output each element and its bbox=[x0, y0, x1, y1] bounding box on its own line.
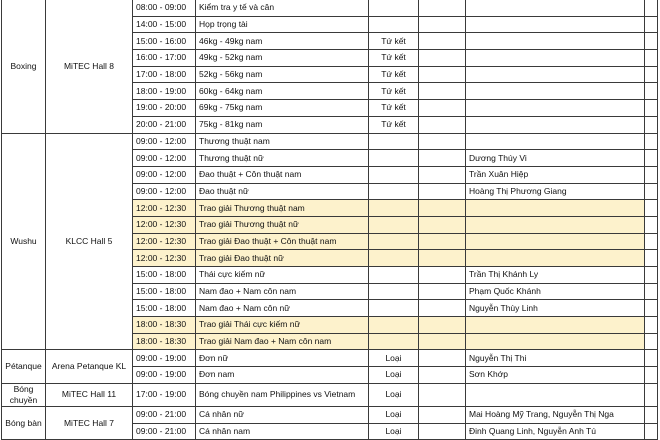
table-row bbox=[2, 0, 658, 16]
table-row bbox=[2, 133, 658, 150]
event-cell: Đao thuật nữ bbox=[196, 183, 369, 200]
venue-cell: KLCC Hall 5 bbox=[46, 133, 133, 350]
time-cell: 18:00 - 18:30 bbox=[133, 317, 196, 334]
event-cell: 75kg - 81kg nam bbox=[196, 116, 369, 133]
blank-cell bbox=[419, 100, 466, 117]
event-cell: Trao giải Thương thuật nữ bbox=[196, 216, 369, 233]
time-cell: 20:00 - 21:00 bbox=[133, 116, 196, 133]
athlete-cell bbox=[466, 33, 645, 50]
extra-cell bbox=[645, 406, 658, 423]
extra-cell bbox=[645, 317, 658, 334]
venue-cell: MiTEC Hall 8 bbox=[46, 0, 133, 133]
athlete-cell: Mai Hoàng Mỹ Trang, Nguyễn Thị Nga bbox=[466, 406, 645, 423]
extra-cell bbox=[645, 216, 658, 233]
time-cell: 19:00 - 20:00 bbox=[133, 100, 196, 117]
round-cell bbox=[369, 200, 419, 217]
event-cell: Kiểm tra y tế và cân bbox=[196, 0, 369, 16]
extra-cell bbox=[645, 233, 658, 250]
sport-cell: Pétanque bbox=[2, 350, 46, 383]
sport-cell: Boxing bbox=[2, 0, 46, 133]
round-cell: Loại bbox=[369, 406, 419, 423]
extra-cell bbox=[645, 100, 658, 117]
sport-label-line2: chuyền bbox=[9, 394, 38, 405]
extra-cell bbox=[645, 183, 658, 200]
athlete-cell bbox=[466, 383, 645, 406]
time-cell: 15:00 - 18:00 bbox=[133, 267, 196, 284]
round-cell bbox=[369, 133, 419, 150]
athlete-cell bbox=[466, 66, 645, 83]
venue-cell: Arena Petanque KL bbox=[46, 350, 133, 383]
event-cell: Nam đao + Nam côn nam bbox=[196, 283, 369, 300]
round-cell: Loại bbox=[369, 383, 419, 406]
time-cell: 09:00 - 19:00 bbox=[133, 350, 196, 367]
time-cell: 08:00 - 09:00 bbox=[133, 0, 196, 16]
time-cell: 15:00 - 18:00 bbox=[133, 283, 196, 300]
event-cell: 60kg - 64kg nam bbox=[196, 83, 369, 100]
blank-cell bbox=[419, 367, 466, 384]
time-cell: 18:00 - 18:30 bbox=[133, 333, 196, 350]
blank-cell bbox=[419, 0, 466, 16]
athlete-cell: Phạm Quốc Khánh bbox=[466, 283, 645, 300]
round-cell bbox=[369, 300, 419, 317]
blank-cell bbox=[419, 133, 466, 150]
round-cell bbox=[369, 283, 419, 300]
blank-cell bbox=[419, 317, 466, 334]
extra-cell bbox=[645, 83, 658, 100]
blank-cell bbox=[419, 83, 466, 100]
event-cell: Trao giải Thái cực kiếm nữ bbox=[196, 317, 369, 334]
extra-cell bbox=[645, 200, 658, 217]
athlete-cell bbox=[466, 100, 645, 117]
athlete-cell bbox=[466, 250, 645, 267]
event-cell: Cá nhân nữ bbox=[196, 406, 369, 423]
event-cell: Trao giải Nam đao + Nam côn nam bbox=[196, 333, 369, 350]
event-cell: Trao giải Đao thuật + Côn thuật nam bbox=[196, 233, 369, 250]
athlete-cell bbox=[466, 233, 645, 250]
event-cell: 49kg - 52kg nam bbox=[196, 50, 369, 67]
athlete-cell: Nguyễn Thị Thi bbox=[466, 350, 645, 367]
sport-cell bbox=[2, 383, 46, 406]
extra-cell bbox=[645, 166, 658, 183]
event-cell: Họp trọng tài bbox=[196, 16, 369, 33]
event-cell: 46kg - 49kg nam bbox=[196, 33, 369, 50]
event-cell: Thái cực kiếm nữ bbox=[196, 267, 369, 284]
extra-cell bbox=[645, 383, 658, 406]
round-cell bbox=[369, 216, 419, 233]
event-cell: Trao giải Thương thuật nam bbox=[196, 200, 369, 217]
round-cell: Loại bbox=[369, 423, 419, 440]
round-cell bbox=[369, 250, 419, 267]
blank-cell bbox=[419, 333, 466, 350]
time-cell: 09:00 - 12:00 bbox=[133, 166, 196, 183]
extra-cell bbox=[645, 50, 658, 67]
athlete-cell bbox=[466, 133, 645, 150]
athlete-cell bbox=[466, 116, 645, 133]
round-cell bbox=[369, 183, 419, 200]
round-cell bbox=[369, 233, 419, 250]
round-cell: Loại bbox=[369, 367, 419, 384]
event-cell: 69kg - 75kg nam bbox=[196, 100, 369, 117]
extra-cell bbox=[645, 16, 658, 33]
blank-cell bbox=[419, 350, 466, 367]
blank-cell bbox=[419, 183, 466, 200]
table-row bbox=[2, 406, 658, 423]
round-cell bbox=[369, 267, 419, 284]
blank-cell bbox=[419, 283, 466, 300]
blank-cell bbox=[419, 267, 466, 284]
blank-cell bbox=[419, 200, 466, 217]
round-cell bbox=[369, 166, 419, 183]
round-cell: Tứ kết bbox=[369, 83, 419, 100]
time-cell: 09:00 - 19:00 bbox=[133, 367, 196, 384]
athlete-cell: Trần Thị Khánh Ly bbox=[466, 267, 645, 284]
time-cell: 17:00 - 18:00 bbox=[133, 66, 196, 83]
athlete-cell bbox=[466, 0, 645, 16]
extra-cell bbox=[645, 150, 658, 167]
round-cell bbox=[369, 16, 419, 33]
time-cell: 09:00 - 12:00 bbox=[133, 133, 196, 150]
extra-cell bbox=[645, 116, 658, 133]
time-cell: 09:00 - 21:00 bbox=[133, 423, 196, 440]
athlete-cell: Nguyễn Thùy Linh bbox=[466, 300, 645, 317]
table-row bbox=[2, 383, 658, 406]
round-cell: Tứ kết bbox=[369, 116, 419, 133]
sport-cell: Bóng bàn bbox=[2, 406, 46, 439]
extra-cell bbox=[645, 250, 658, 267]
time-cell: 14:00 - 15:00 bbox=[133, 16, 196, 33]
time-cell: 12:00 - 12:30 bbox=[133, 233, 196, 250]
time-cell: 18:00 - 19:00 bbox=[133, 83, 196, 100]
athlete-cell: Sơn Khớp bbox=[466, 367, 645, 384]
event-cell: Thương thuật nữ bbox=[196, 150, 369, 167]
athlete-cell: Dương Thúy Vi bbox=[466, 150, 645, 167]
table-row bbox=[2, 350, 658, 367]
event-cell: Nam đao + Nam côn nữ bbox=[196, 300, 369, 317]
venue-cell: MiTEC Hall 7 bbox=[46, 406, 133, 439]
time-cell: 15:00 - 16:00 bbox=[133, 33, 196, 50]
blank-cell bbox=[419, 423, 466, 440]
round-cell: Tứ kết bbox=[369, 33, 419, 50]
sport-cell: Wushu bbox=[2, 133, 46, 350]
time-cell: 09:00 - 12:00 bbox=[133, 183, 196, 200]
time-cell: 12:00 - 12:30 bbox=[133, 216, 196, 233]
schedule-table bbox=[1, 0, 658, 440]
round-cell: Tứ kết bbox=[369, 100, 419, 117]
time-cell: 17:00 - 19:00 bbox=[133, 383, 196, 406]
athlete-cell bbox=[466, 16, 645, 33]
event-cell: 52kg - 56kg nam bbox=[196, 66, 369, 83]
time-cell: 12:00 - 12:30 bbox=[133, 250, 196, 267]
round-cell: Tứ kết bbox=[369, 50, 419, 67]
blank-cell bbox=[419, 16, 466, 33]
blank-cell bbox=[419, 406, 466, 423]
extra-cell bbox=[645, 267, 658, 284]
round-cell bbox=[369, 333, 419, 350]
blank-cell bbox=[419, 150, 466, 167]
time-cell: 15:00 - 18:00 bbox=[133, 300, 196, 317]
athlete-cell bbox=[466, 317, 645, 334]
blank-cell bbox=[419, 250, 466, 267]
extra-cell bbox=[645, 33, 658, 50]
time-cell: 16:00 - 17:00 bbox=[133, 50, 196, 67]
blank-cell bbox=[419, 33, 466, 50]
blank-cell bbox=[419, 166, 466, 183]
extra-cell bbox=[645, 66, 658, 83]
event-cell: Đơn nam bbox=[196, 367, 369, 384]
extra-cell bbox=[645, 350, 658, 367]
blank-cell bbox=[419, 116, 466, 133]
extra-cell bbox=[645, 423, 658, 440]
blank-cell bbox=[419, 233, 466, 250]
extra-cell bbox=[645, 133, 658, 150]
athlete-cell bbox=[466, 216, 645, 233]
blank-cell bbox=[419, 300, 466, 317]
extra-cell bbox=[645, 0, 658, 16]
time-cell: 12:00 - 12:30 bbox=[133, 200, 196, 217]
blank-cell bbox=[419, 216, 466, 233]
round-cell: Loại bbox=[369, 350, 419, 367]
athlete-cell: Trần Xuân Hiệp bbox=[466, 166, 645, 183]
athlete-cell bbox=[466, 200, 645, 217]
event-cell: Trao giải Đao thuật nữ bbox=[196, 250, 369, 267]
blank-cell bbox=[419, 66, 466, 83]
round-cell: Tứ kết bbox=[369, 66, 419, 83]
extra-cell bbox=[645, 300, 658, 317]
sport-label-line1: Bóng bbox=[13, 383, 34, 394]
extra-cell bbox=[645, 333, 658, 350]
event-cell: Thương thuật nam bbox=[196, 133, 369, 150]
athlete-cell bbox=[466, 50, 645, 67]
athlete-cell: Hoàng Thị Phương Giang bbox=[466, 183, 645, 200]
extra-cell bbox=[645, 283, 658, 300]
event-cell: Bóng chuyền nam Philippines vs Vietnam bbox=[196, 383, 369, 406]
time-cell: 09:00 - 21:00 bbox=[133, 406, 196, 423]
event-cell: Cá nhân nam bbox=[196, 423, 369, 440]
extra-cell bbox=[645, 367, 658, 384]
round-cell bbox=[369, 317, 419, 334]
blank-cell bbox=[419, 383, 466, 406]
venue-cell: MiTEC Hall 11 bbox=[46, 383, 133, 406]
athlete-cell bbox=[466, 83, 645, 100]
athlete-cell: Đinh Quang Linh, Nguyễn Anh Tú bbox=[466, 423, 645, 440]
round-cell bbox=[369, 150, 419, 167]
athlete-cell bbox=[466, 333, 645, 350]
event-cell: Đơn nữ bbox=[196, 350, 369, 367]
time-cell: 09:00 - 12:00 bbox=[133, 150, 196, 167]
event-cell: Đao thuật + Côn thuật nam bbox=[196, 166, 369, 183]
blank-cell bbox=[419, 50, 466, 67]
round-cell bbox=[369, 0, 419, 16]
